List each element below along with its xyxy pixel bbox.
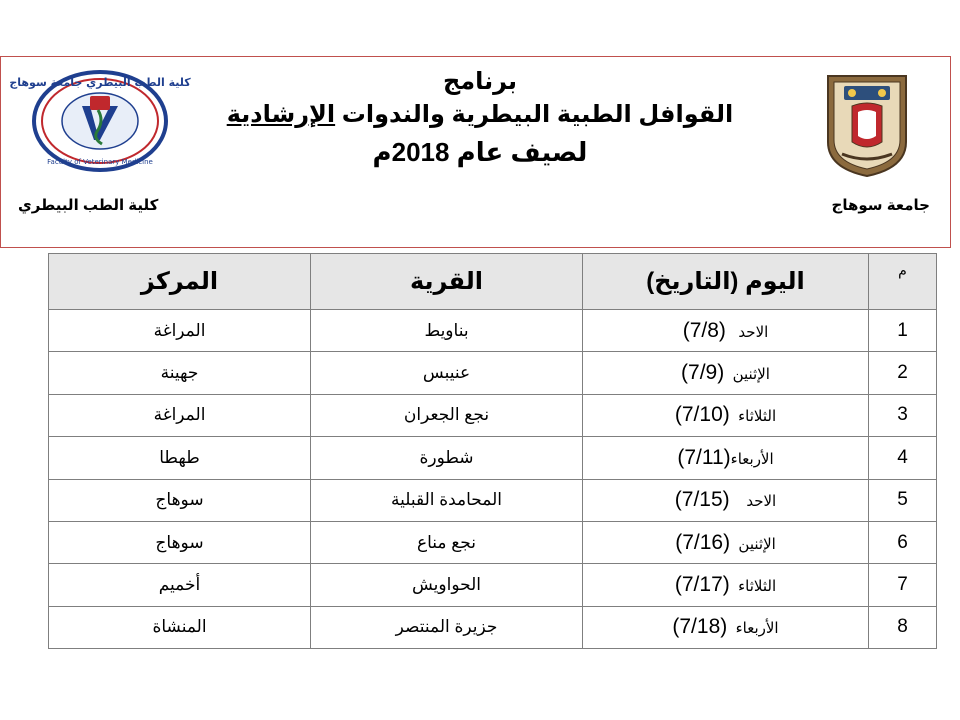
day-name: الاحد: [746, 493, 777, 511]
table-row: [49, 352, 937, 394]
row-num: 3: [869, 394, 937, 436]
logo-arabic-text: كلية الطب البيطري جامعة سوهاج: [9, 76, 191, 89]
day-name: الثلاثاء: [738, 408, 777, 426]
table-row: [49, 564, 937, 606]
header-village: القرية: [311, 254, 583, 310]
row-num: 2: [869, 352, 937, 394]
header-day: اليوم (التاريخ): [583, 254, 869, 310]
row-num: 1: [869, 310, 937, 352]
row-center: جهينة: [49, 352, 311, 394]
row-day: [583, 521, 869, 563]
row-village: عنيبس: [311, 352, 583, 394]
row-center: سوهاج: [49, 479, 311, 521]
day-name: الإثنين: [732, 366, 770, 384]
row-center: المراغة: [49, 394, 311, 436]
title-caravans-main: القوافل الطبية البيطرية والندوات: [341, 101, 734, 128]
day-date: (7/10): [674, 403, 730, 427]
row-num: 6: [869, 521, 937, 563]
row-village: جزيرة المنتصر: [311, 606, 583, 648]
table-header-row: [49, 254, 937, 310]
row-center: طهطا: [49, 437, 311, 479]
day-date: (7/8): [682, 318, 726, 342]
header-num: م: [869, 254, 937, 310]
table-row: [49, 394, 937, 436]
document-title: [0, 66, 960, 172]
day-date: (7/9): [681, 361, 725, 385]
row-center: أخميم: [49, 564, 311, 606]
day-name: الاحد: [738, 323, 769, 341]
row-num: 7: [869, 564, 937, 606]
title-program: برنامج: [442, 68, 518, 95]
day-date: (7/17): [674, 573, 730, 597]
table-row: [49, 606, 937, 648]
row-village: نجع الجعران: [311, 394, 583, 436]
logo-latin-text: Faculty of Veterinary Medicine: [47, 158, 153, 166]
title-caravans: [0, 98, 960, 132]
row-center: سوهاج: [49, 521, 311, 563]
row-num: 4: [869, 437, 937, 479]
day-name: الأربعاء: [735, 620, 779, 638]
row-village: الحواويش: [311, 564, 583, 606]
row-day: [583, 394, 869, 436]
row-center: المنشاة: [49, 606, 311, 648]
table-row: [49, 437, 937, 479]
day-date: (7/16): [675, 530, 731, 554]
schedule-table: [48, 253, 937, 649]
row-day: [583, 437, 869, 479]
row-num: 8: [869, 606, 937, 648]
day-date: (7/15): [674, 488, 730, 512]
table-row: [49, 521, 937, 563]
title-year: لصيف عام 2018م: [372, 137, 588, 167]
faculty-name: كلية الطب البيطري: [18, 197, 159, 214]
header-center: المركز: [49, 254, 311, 310]
row-village: المحامدة القبلية: [311, 479, 583, 521]
table-row: [49, 479, 937, 521]
row-day: [583, 564, 869, 606]
table-row: [49, 310, 937, 352]
row-village: بناويط: [311, 310, 583, 352]
row-village: شطورة: [311, 437, 583, 479]
title-caravans-underlined: الإرشادية: [226, 101, 336, 128]
day-name: الإثنين: [738, 535, 776, 553]
day-date: (7/18): [672, 615, 728, 639]
row-day: [583, 479, 869, 521]
row-village: نجع مناع: [311, 521, 583, 563]
day-name: الثلاثاء: [738, 578, 777, 596]
day-date: (7/11): [677, 445, 731, 469]
day-name: الأربعاء: [730, 450, 774, 468]
university-name: جامعة سوهاج: [831, 197, 930, 214]
row-day: [583, 310, 869, 352]
row-day: [583, 352, 869, 394]
row-day: [583, 606, 869, 648]
row-num: 5: [869, 479, 937, 521]
row-center: المراغة: [49, 310, 311, 352]
